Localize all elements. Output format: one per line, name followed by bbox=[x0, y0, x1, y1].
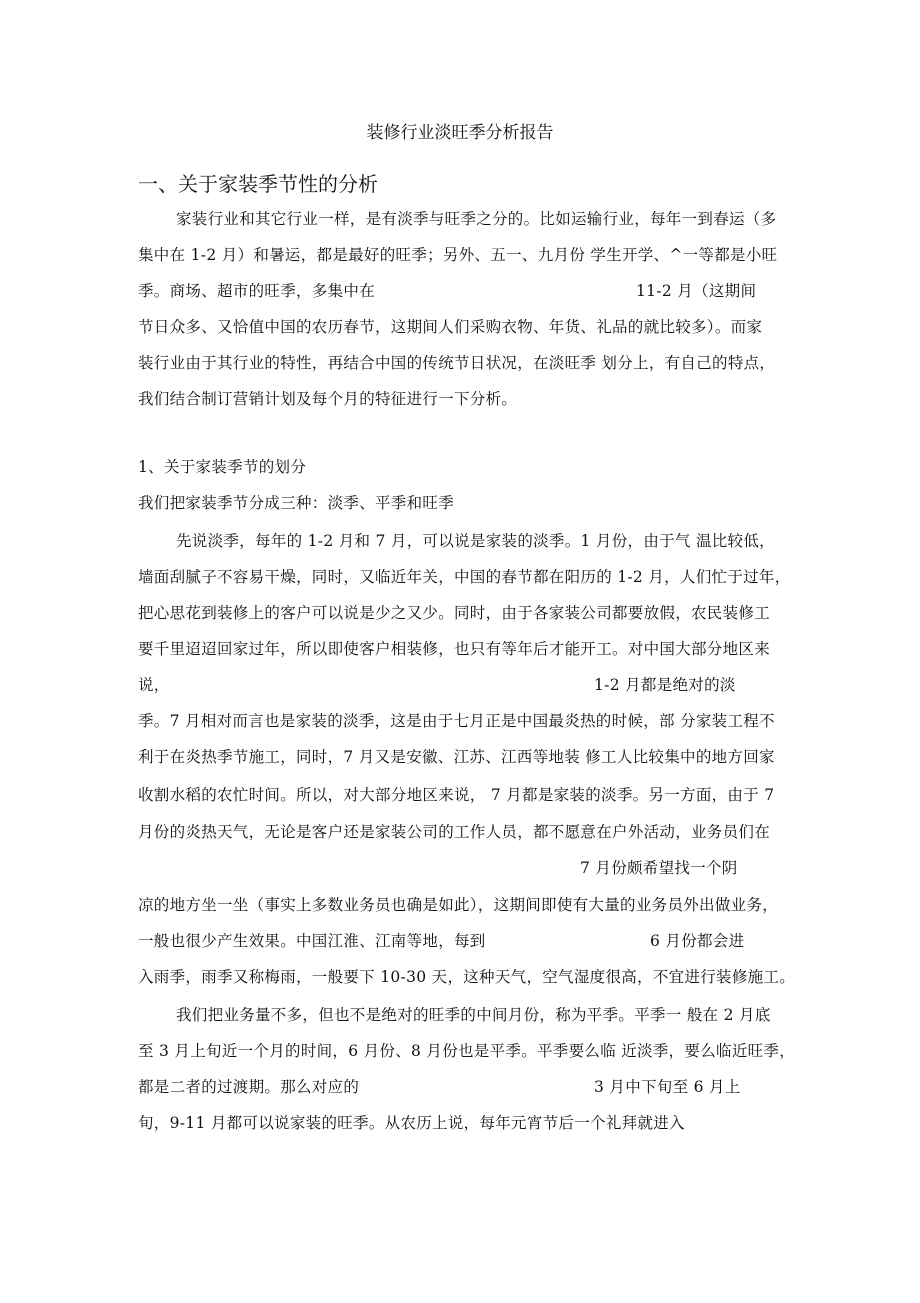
text-segment: 季。商场、超市的旺季，多集中在 bbox=[138, 282, 376, 300]
text-line: 利于在炎热季节施工，同时，7 月又是安徽、江苏、江西等地装 修工人比较集中的地方回家 bbox=[138, 748, 775, 766]
text-line: 季。7 月相对而言也是家装的淡季，这是由于七月正是中国最炎热的时候，部 分家装工程不 bbox=[138, 712, 775, 730]
text-segment: 1-2 月都是绝对的淡 bbox=[594, 676, 736, 694]
text-line bbox=[138, 931, 745, 951]
text-line: 把心思花到装修上的客户可以说是少之又少。同时，由于各家装公司都要放假，农民装修工 bbox=[138, 604, 771, 622]
text-line: 月份的炎热天气，无论是客户还是家装公司的工作人员，都不愿意在户外活动，业务员们在 bbox=[138, 823, 771, 841]
text-line: 入雨季，雨季又称梅雨，一般要下 10-30 天，这种天气，空气湿度很高，不宜进行装修施工。 bbox=[138, 968, 796, 986]
text-line: 装行业由于其行业的特性，再结合中国的传统节日状况，在淡旺季 划分上，有自己的特点， bbox=[138, 354, 776, 372]
text-line bbox=[138, 281, 757, 301]
text-line bbox=[138, 1077, 741, 1097]
text-segment: 6 月份都会进 bbox=[650, 932, 745, 950]
text-segment: 都是二者的过渡期。那么对应的 bbox=[138, 1078, 360, 1096]
text-line: 家装行业和其它行业一样，是有淡季与旺季之分的。比如运输行业，每年一到春运（多 bbox=[176, 210, 777, 228]
text-segment: 一般也很少产生效果。中国江淮、江南等地，每到 bbox=[138, 932, 486, 950]
text-line: 我们结合制订营销计划及每个月的特征进行一下分析。 bbox=[138, 390, 518, 408]
text-line: 要千里迢迢回家过年，所以即使客户相装修，也只有等年后才能开工。对中国大部分地区来 bbox=[138, 640, 771, 658]
text-segment: 11-2 月（这期间 bbox=[636, 282, 757, 300]
document-title: 装修行业淡旺季分析报告 bbox=[366, 123, 554, 143]
text-segment: 说， bbox=[138, 676, 170, 694]
section-heading: 一、关于家装季节性的分析 bbox=[138, 172, 378, 196]
text-segment: 3 月中下旬至 6 月上 bbox=[594, 1078, 741, 1096]
text-line: 墙面刮腻子不容易干燥，同时，又临近年关，中国的春节都在阳历的 1-2 月，人们忙于过年， bbox=[138, 568, 791, 586]
text-line: 集中在 1-2 月）和暑运，都是最好的旺季；另外、五一、九月份 学生开学、^一等都是小旺 bbox=[138, 246, 778, 264]
subheading: 1、关于家装季节的划分 bbox=[138, 458, 307, 476]
text-line bbox=[138, 675, 736, 695]
text-line: 7 月份颇希望找一个阴 bbox=[580, 859, 738, 877]
text-line: 节日众多、又恰值中国的农历春节，这期间人们采购衣物、年货、礼品的就比较多）。而家 bbox=[138, 318, 763, 336]
text-line: 至 3 月上旬近一个月的时间，6 月份、8 月份也是平季。平季要么临 近淡季，要么临近旺季， bbox=[138, 1042, 796, 1060]
text-line: 收割水稻的农忙时间。所以，对大部分地区来说， 7 月都是家装的淡季。另一方面，由于 7 bbox=[138, 786, 775, 804]
text-line: 旬，9-11 月都可以说家装的旺季。从农历上说，每年元宵节后一个礼拜就进入 bbox=[138, 1114, 685, 1132]
text-line: 我们把业务量不多，但也不是绝对的旺季的中间月份，称为平季。平季一 般在 2 月底 bbox=[176, 1006, 771, 1024]
text-line: 我们把家装季节分成三种：淡季、平季和旺季 bbox=[138, 494, 455, 512]
text-line: 先说淡季，每年的 1-2 月和 7 月，可以说是家装的淡季。1 月份，由于气 温比较低， bbox=[176, 532, 775, 550]
text-line: 凉的地方坐一坐（事实上多数业务员也确是如此），这期间即使有大量的业务员外出做业务， bbox=[138, 896, 779, 914]
